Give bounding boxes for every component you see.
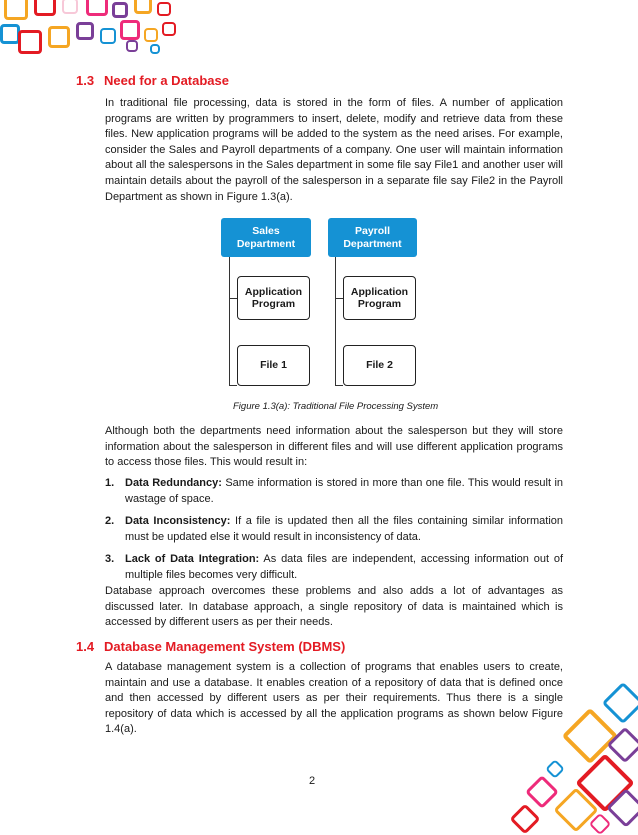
list-term: Lack of Data Integration: [125,553,260,566]
list-number: 3. [105,553,115,566]
connector-line [335,298,343,299]
section-title: Need for a Database [104,73,229,88]
page-number: 2 [309,775,316,787]
sales-department-box: Sales Department [221,218,311,257]
list-text: Same information is stored in more than one file. This would result in wastage of space. [125,477,563,505]
file-1-box: File 1 [237,345,310,386]
application-program-box-1: Application Program [237,276,310,320]
list-text: As data files are independent, accessing information out of multiple files becomes very difficult. [125,553,563,581]
connector-line [229,257,230,386]
list-item [105,476,563,507]
problems-list [105,476,563,591]
list-number: 1. [105,477,115,489]
paragraph-traditional-file-processing: In traditional file processing, data is stored in the form of files. A number of application programs are written by programmers to insert, delete, modify and retrieve data from these files. New application programs will be added to the system as the need arises. For example, consider the Sales and Payroll departments of a company. One user will maintain information about all the salespersons in the Sales department in some file say File1 and another user will maintain details about the payroll of the salesperson in a separate file say File2 in the Payroll Department as shown in Figure 1.3(a). [105,97,563,203]
list-text: If a file is updated then all the files containing similar information must be updated else it would result in inconsistency of data. [125,515,564,543]
section-heading-1-4 [76,639,345,654]
paragraph-database-approach: Database approach overcomes these problems and also adds a lot of advantages as discussed later. In database approach, a single repository of data is maintained which is accessed by different users as per their needs. [105,585,563,629]
list-term: Data Redundancy: [125,477,222,489]
section-heading-1-3 [76,73,229,88]
connector-line [229,385,237,386]
paragraph-although: Although both the departments need information about the salesperson but they will store information about the salesperson in different files and will use different application programs to access those files. This would result in: [105,425,563,469]
paragraph-dbms-definition: A database management system is a collection of programs that enables users to create, maintain and use a database. It enables creation of a repository of data that is defined once and then accessed by different users as per their requirements. Thus there is a single repository of data which is accessed by all the application programs as shown below Figure 1.4(a). [105,661,563,736]
decorative-pattern-top-left [0,0,180,58]
connector-line [335,257,336,386]
application-program-box-2: Application Program [343,276,416,320]
file-2-box: File 2 [343,345,416,386]
list-term: Data Inconsistency: [125,515,231,528]
section-number: 1.3 [76,73,95,88]
connector-line [335,385,343,386]
section-title: Database Management System (DBMS) [104,639,346,654]
payroll-department-box: Payroll Department [328,218,417,257]
list-item [105,514,563,545]
connector-line [229,298,237,299]
list-item [105,552,563,583]
list-number: 2. [105,515,115,528]
section-number: 1.4 [76,639,95,654]
figure-caption: Figure 1.3(a): Traditional File Processing System [233,401,439,412]
